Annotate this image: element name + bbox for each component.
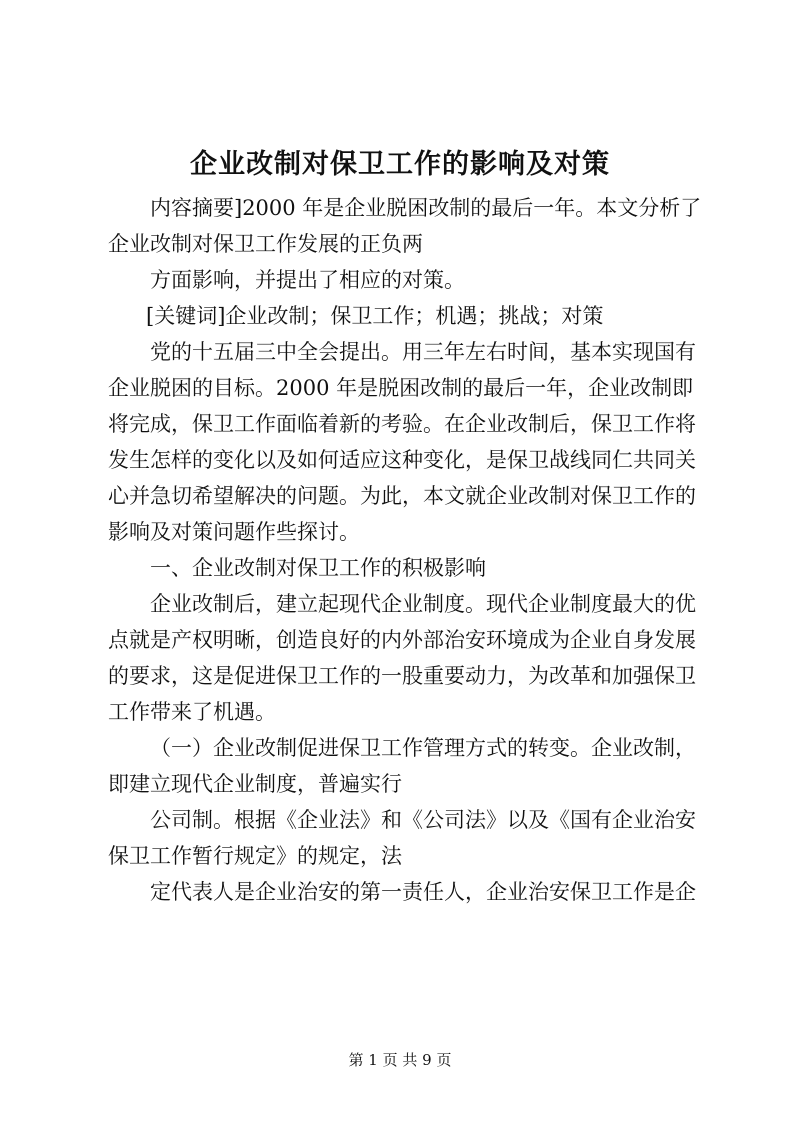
paragraph-line: 公司制。根据《企业法》和《公司法》以及《国有企业治安 (150, 808, 696, 832)
paragraph-line: 保卫工作暂行规定》的规定，法 (108, 844, 402, 868)
paragraph-line: 即建立现代企业制度，普遍实行 (108, 772, 402, 796)
page-footer: 第 1 页 共 9 页 (348, 1051, 452, 1069)
paragraph-line: 工作带来了机遇。 (108, 700, 276, 724)
paragraph-line: 企业改制对保卫工作发展的正负两 (108, 232, 423, 256)
keywords-line: [关键词]企业改制；保卫工作；机遇；挑战；对策 (146, 304, 604, 328)
paragraph-line: 内容摘要]2000 年是企业脱困改制的最后一年。本文分析了 (150, 196, 702, 220)
paragraph-line: 心并急切希望解决的问题。为此，本文就企业改制对保卫工作的 (108, 484, 696, 508)
paragraph-line: 定代表人是企业治安的第一责任人，企业治安保卫工作是企 (150, 880, 696, 904)
section-heading: 一、企业改制对保卫工作的积极影响 (150, 556, 486, 580)
paragraph-line: 企业改制后，建立起现代企业制度。现代企业制度最大的优 (150, 592, 696, 616)
paragraph-line: 影响及对策问题作些探讨。 (108, 520, 360, 544)
paragraph-line: 方面影响，并提出了相应的对策。 (150, 268, 465, 292)
paragraph-line: 的要求，这是促进保卫工作的一股重要动力，为改革和加强保卫 (108, 664, 696, 688)
paragraph-line: 党的十五届三中全会提出。用三年左右时间，基本实现国有 (150, 340, 696, 364)
paragraph-line: 将完成，保卫工作面临着新的考验。在企业改制后，保卫工作将 (108, 412, 696, 436)
document-title: 企业改制对保卫工作的影响及对策 (190, 149, 610, 180)
paragraph-line: 点就是产权明晰，创造良好的内外部治安环境成为企业自身发展 (108, 628, 696, 652)
subsection-line: （一）企业改制促进保卫工作管理方式的转变。企业改制， (150, 736, 696, 760)
paragraph-line: 企业脱困的目标。2000 年是脱困改制的最后一年，企业改制即 (108, 376, 694, 400)
paragraph-line: 发生怎样的变化以及如何适应这种变化，是保卫战线同仁共同关 (108, 448, 696, 472)
document-body (108, 190, 708, 910)
